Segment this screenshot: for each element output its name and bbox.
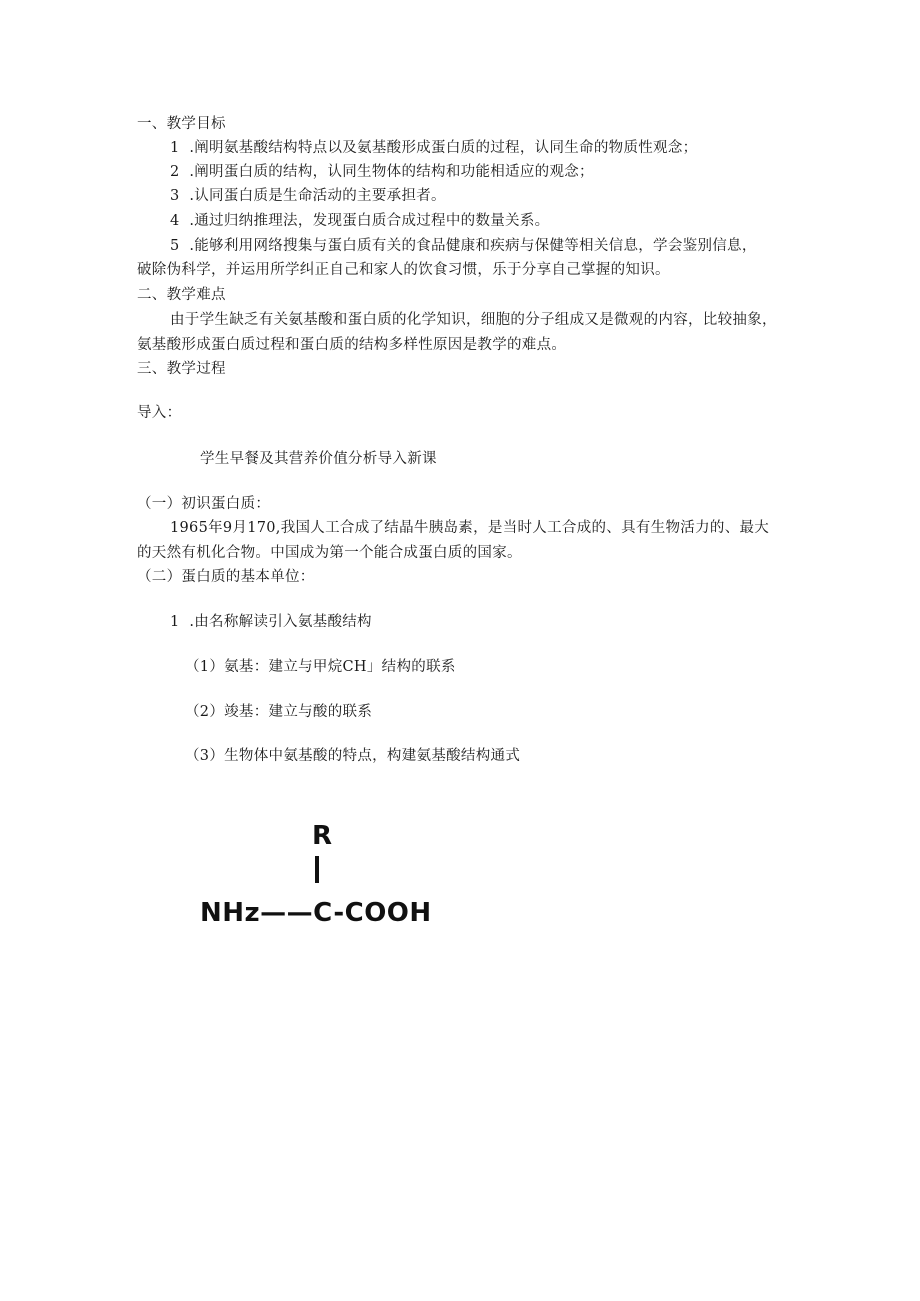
section-heading-process: 三、教学过程 [137,361,226,377]
section-heading-objectives: 一、教学目标 [137,116,226,132]
difficulty-paragraph-line-1: 由于学生缺乏有关氨基酸和蛋白质的化学知识，细胞的分子组成又是微观的内容，比较抽象， [170,312,777,328]
section-heading-difficulty: 二、教学难点 [137,287,226,303]
formula-main-chain: NHz——C-COOH [200,898,432,928]
sub-item-carboxyl-group: （2）竣基：建立与酸的联系 [185,704,373,720]
objective-item-3: 3 .认同蛋白质是生命活动的主要承担者。 [170,188,446,204]
part2-heading: （二）蛋白质的基本单位： [137,569,315,585]
objective-item-2: 2 .阐明蛋白质的结构，认同生物体的结构和功能相适应的观念； [170,164,594,180]
sub-item-general-formula: （3）生物体中氨基酸的特点，构建氨基酸结构通式 [185,748,521,764]
part1-paragraph-line-1: 1965年9月170,我国人工合成了结晶牛胰岛素，是当时人工合成的、具有生物活力的、最大 [170,520,770,536]
formula-vertical-bond [315,856,319,883]
part1-paragraph-line-2: 的天然有机化合物。中国成为第一个能合成蛋白质的国家。 [137,545,522,561]
formula-r-group: R [312,821,333,851]
part1-heading: （一）初识蛋白质： [137,496,271,512]
difficulty-paragraph-line-2: 氨基酸形成蛋白质过程和蛋白质的结构多样性原因是教学的难点。 [137,337,567,353]
objective-item-5: 5 .能够利用网络搜集与蛋白质有关的食品健康和疾病与保健等相关信息，学会鉴别信息， [170,238,757,254]
objective-item-1: 1 .阐明氨基酸结构特点以及氨基酸形成蛋白质的过程，认同生命的物质性观念； [170,140,698,156]
objective-item-5-continued: 破除伪科学，并运用所学纠正自己和家人的饮食习惯，乐于分享自己掌握的知识。 [137,262,670,278]
objective-item-4: 4 .通过归纳推理法，发现蛋白质合成过程中的数量关系。 [170,213,550,229]
part2-item-1: 1 .由名称解读引入氨基酸结构 [170,614,372,630]
intro-label: 导入： [137,405,182,421]
sub-item-amino-group: （1）氨基：建立与甲烷CH」结构的联系 [185,659,456,675]
intro-text: 学生早餐及其营养价值分析导入新课 [200,451,437,467]
